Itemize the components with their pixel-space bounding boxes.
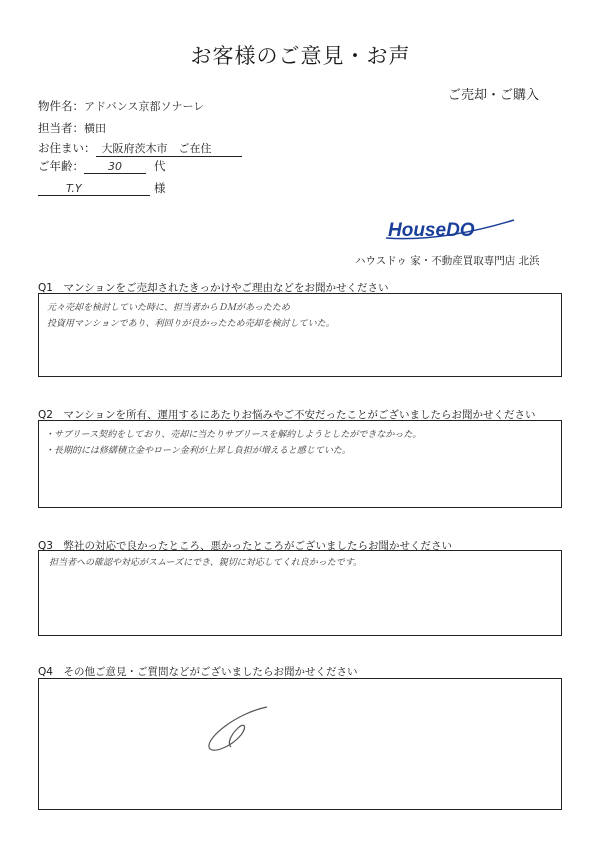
agent-label: 担当者： <box>38 121 84 135</box>
address-label: お住まい： <box>38 141 96 155</box>
transaction-type: ご売却・ご購入 <box>448 88 540 103</box>
logo-text: HouseDO <box>388 220 475 241</box>
answer-1-line-1: 元々売却を検討していた時に、担当者からＤＭがあったため <box>47 303 290 313</box>
store-name: ハウスドゥ 家・不動産買取専門店 北浜 <box>355 255 540 267</box>
answer-1-line-2: 投資用マンションであり、利回りが良かったため売却を検討していた。 <box>47 319 335 329</box>
handwritten-scribble <box>197 699 307 759</box>
answer-2-line-2: ・長期的には修繕積立金やローン金利が上昇し負担が増えると感じていた。 <box>45 446 351 456</box>
name-row <box>38 180 166 196</box>
agent-value: 横田 <box>84 122 106 135</box>
property-row <box>38 98 204 114</box>
answer-box-3 <box>38 550 562 636</box>
question-3-label: Q3 弊社の対応で良かったところ、悪かったところがございましたらお聞かせください <box>38 540 452 552</box>
property-value: アドバンス京都ソナーレ <box>84 100 205 113</box>
customer-initials: T.Y <box>38 182 150 196</box>
age-suffix: 代 <box>154 159 166 173</box>
answer-box-2 <box>38 420 562 508</box>
address-row <box>38 140 242 157</box>
agent-row <box>38 120 106 136</box>
answer-2-line-1: ・サブリース契約をしており、売却に当たりサブリースを解約しようとしたができなかった。 <box>45 430 422 440</box>
address-value: 大阪府茨木市 ご在住 <box>96 140 242 157</box>
answer-box-4 <box>38 678 562 810</box>
question-2-label: Q2 マンションを所有、運用するにあたりお悩みやご不安だったことがございましたらお聞かせください <box>38 409 536 421</box>
age-value: 30 <box>84 160 146 174</box>
property-label: 物件名： <box>38 99 84 113</box>
honorific: 様 <box>154 181 166 195</box>
answer-box-1 <box>38 293 562 377</box>
age-row <box>38 158 166 174</box>
scribble-stroke <box>209 707 267 750</box>
question-4-label: Q4 その他ご意見・ご質問などがございましたらお聞かせください <box>38 666 358 678</box>
question-1-label: Q1 マンションをご売却されたきっかけやご理由などをお聞かせください <box>38 282 389 294</box>
house-do-logo <box>382 216 518 242</box>
answer-3-line-1: 担当者への確認や対応がスムーズにでき、親切に対応してくれ良かったです。 <box>49 558 363 568</box>
page-title: お客様のご意見・お声 <box>190 44 411 68</box>
age-label: ご年齢： <box>38 159 84 173</box>
house-do-logo-mark <box>382 216 518 242</box>
